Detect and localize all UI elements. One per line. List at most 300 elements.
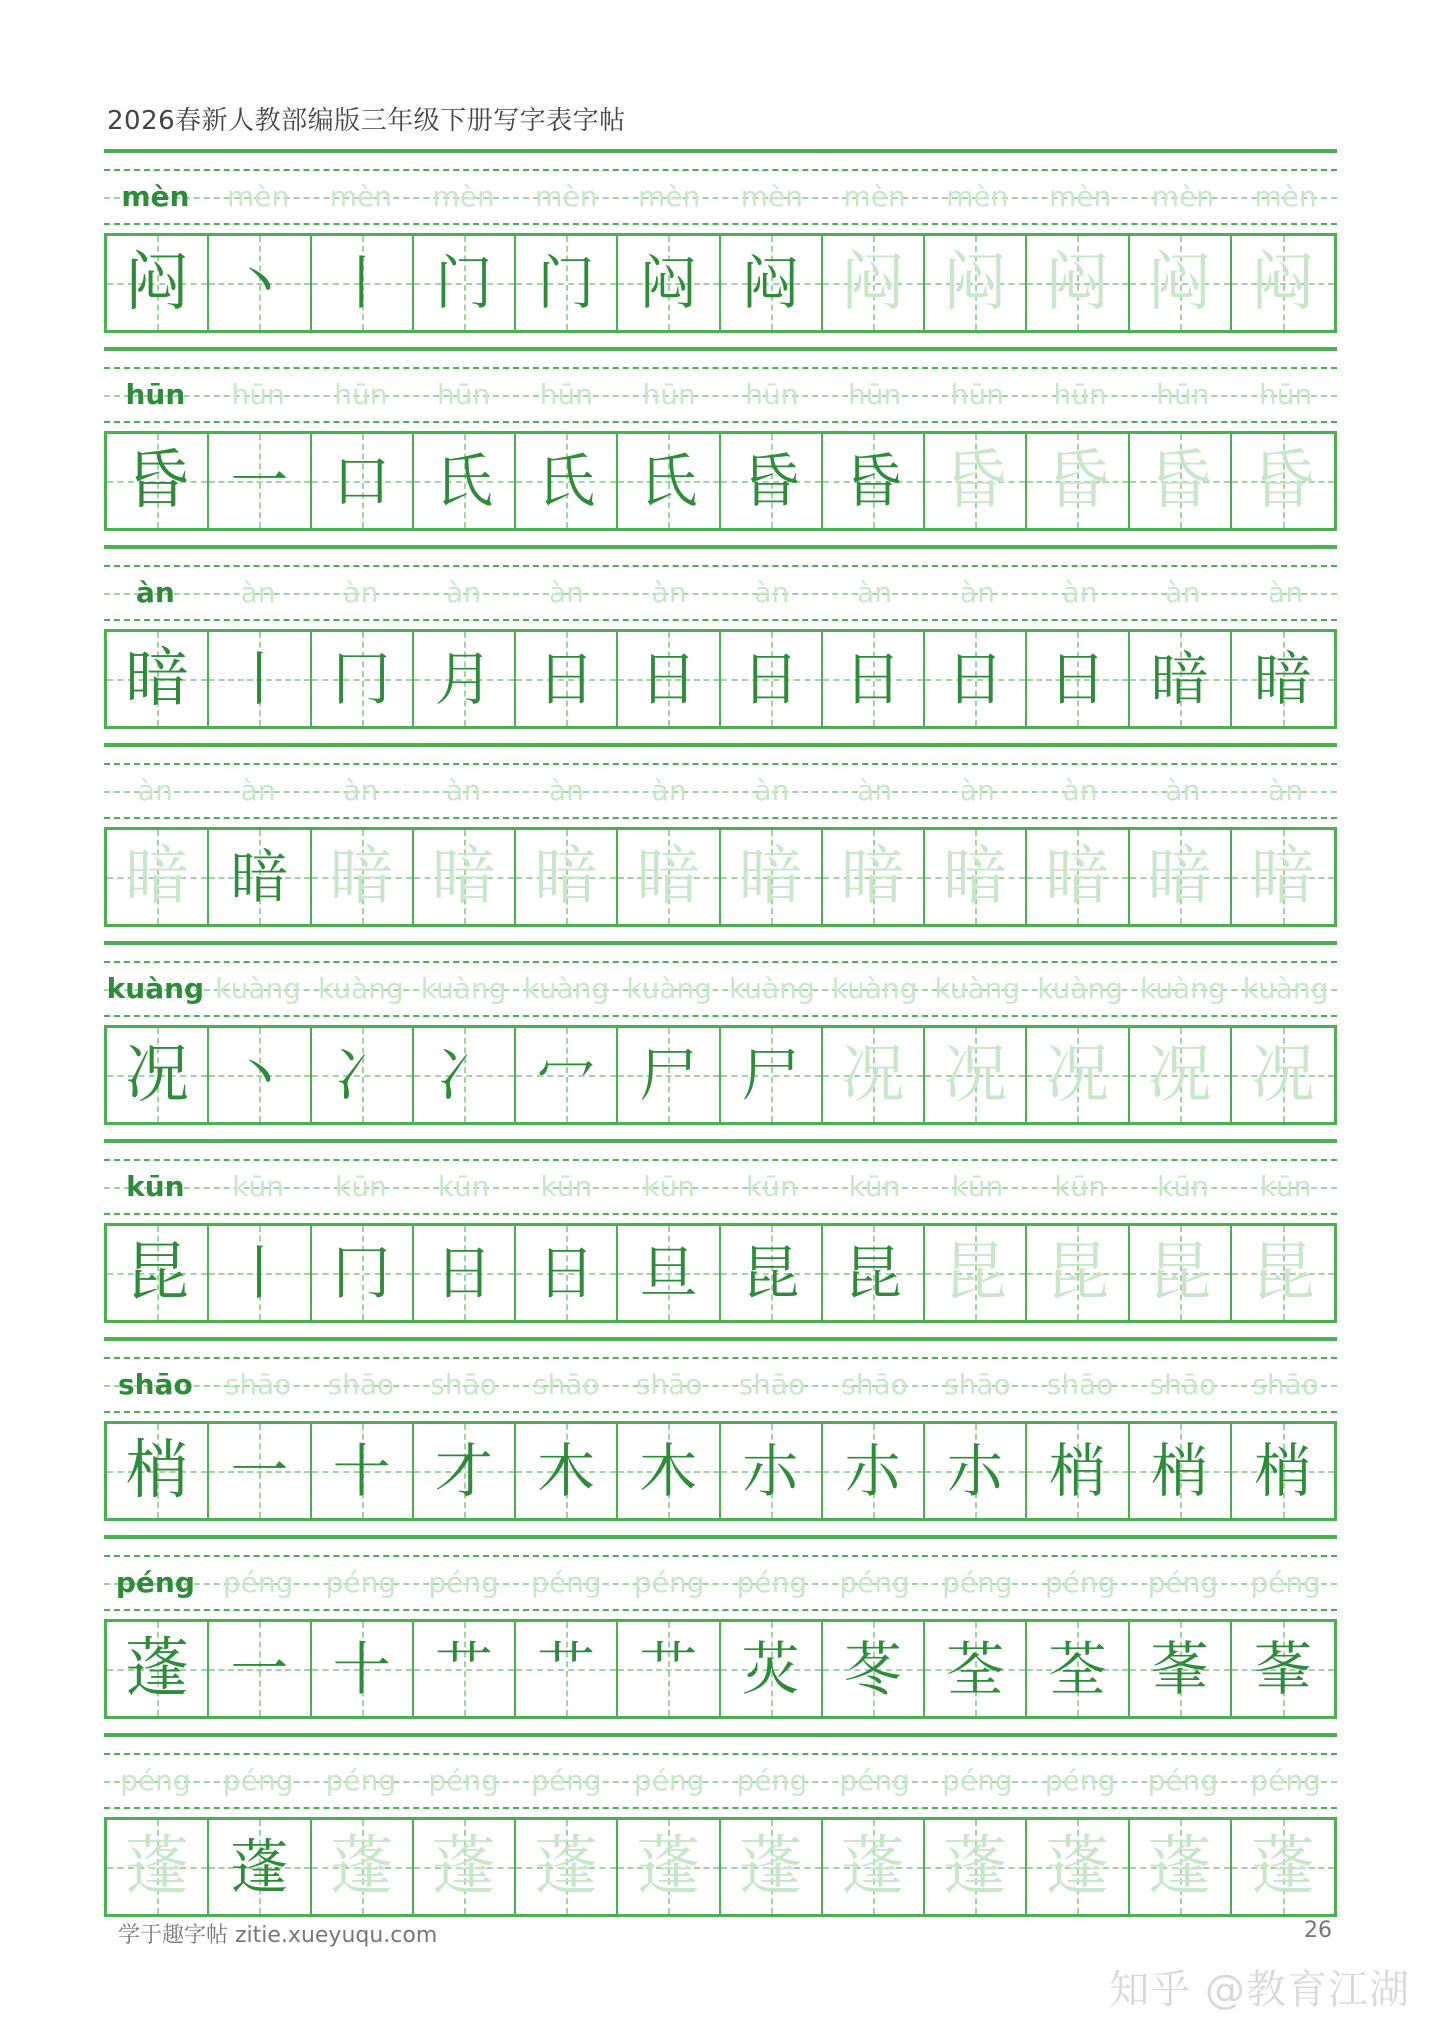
- tian-grid-cell[interactable]: [312, 1424, 414, 1518]
- tian-grid-cell[interactable]: [925, 632, 1027, 726]
- pinyin-trace: péng: [222, 1764, 294, 1797]
- pinyin-trace: àn: [651, 774, 687, 807]
- tian-grid-cell[interactable]: [1130, 632, 1232, 726]
- tian-grid-cell[interactable]: [209, 1622, 311, 1716]
- pinyin-trace: àn: [1165, 774, 1201, 807]
- trace-character: 蓬: [329, 1830, 394, 1904]
- tian-grid-cell[interactable]: [1232, 1028, 1334, 1122]
- pinyin-trace: shāo: [944, 1368, 1011, 1401]
- pinyin-trace: hūn: [231, 378, 285, 411]
- practice-row: [104, 149, 1337, 347]
- row-divider: [104, 149, 1337, 153]
- tian-grid-cell[interactable]: [107, 1820, 209, 1914]
- pinyin-trace: kūn: [1054, 1170, 1106, 1203]
- tian-grid-cell[interactable]: [823, 632, 925, 726]
- tian-grid-cell[interactable]: [1232, 1424, 1334, 1518]
- page-title: 2026春新人教部编版三年级下册写字表字帖: [107, 106, 626, 136]
- pinyin-trace: shāo: [533, 1368, 600, 1401]
- stroke-step: 门: [537, 249, 596, 317]
- stroke-step: 日: [843, 645, 902, 713]
- tian-grid-cell[interactable]: [107, 1226, 209, 1320]
- practice-row: [104, 941, 1337, 1139]
- tian-grid-cell[interactable]: [721, 236, 823, 330]
- stroke-step: 十: [332, 1635, 391, 1703]
- trace-character: 况: [840, 1038, 905, 1112]
- pinyin-band: [104, 169, 1337, 225]
- stroke-step: 昆: [741, 1239, 800, 1307]
- tian-grid-cell[interactable]: [209, 632, 311, 726]
- pinyin-main: mèn: [121, 180, 190, 213]
- tian-grid-cell[interactable]: [823, 830, 925, 924]
- tian-grid-cell[interactable]: [721, 1226, 823, 1320]
- stroke-step: 苂: [741, 1635, 800, 1703]
- stroke-step: 尸: [639, 1041, 698, 1109]
- trace-character: 蓬: [840, 1830, 905, 1904]
- stroke-step: 氏: [639, 447, 698, 515]
- pinyin-trace: mèn: [946, 180, 1009, 213]
- tian-grid-cell[interactable]: [618, 1028, 720, 1122]
- pinyin-trace: hūn: [745, 378, 799, 411]
- stroke-step: 朩: [946, 1437, 1005, 1505]
- model-character: 暗: [125, 840, 190, 914]
- tian-grid-cell[interactable]: [1027, 1820, 1129, 1914]
- tian-grid-cell[interactable]: [823, 1424, 925, 1518]
- tian-grid-cell[interactable]: [1027, 434, 1129, 528]
- pinyin-trace: àn: [1268, 774, 1304, 807]
- stroke-step: 日: [434, 1239, 493, 1307]
- tian-grid-cell[interactable]: [414, 1424, 516, 1518]
- tian-grid-cell[interactable]: [107, 1028, 209, 1122]
- pinyin-trace: àn: [1268, 576, 1304, 609]
- tian-grid-cell[interactable]: [414, 1028, 516, 1122]
- pinyin-trace: péng: [633, 1764, 705, 1797]
- tian-grid-cell[interactable]: [312, 1820, 414, 1914]
- pinyin-trace: àn: [548, 576, 584, 609]
- pinyin-trace: mèn: [1151, 180, 1214, 213]
- tian-grid-cell[interactable]: [721, 434, 823, 528]
- trace-character: 况: [943, 1038, 1008, 1112]
- trace-character: 暗: [1045, 840, 1110, 914]
- pinyin-trace: shāo: [327, 1368, 395, 1401]
- tian-grid-cell[interactable]: [618, 1622, 720, 1716]
- pinyin-band: [104, 1555, 1337, 1611]
- tian-grid-cell[interactable]: [516, 1424, 618, 1518]
- stroke-step: 冖: [537, 1041, 596, 1109]
- trace-character: 蓬: [636, 1830, 701, 1904]
- stroke-step: 旦: [639, 1239, 698, 1307]
- model-character: 昆: [125, 1236, 190, 1310]
- pinyin-trace: shāo: [1149, 1368, 1217, 1401]
- character-row: [104, 827, 1337, 927]
- tian-grid-cell[interactable]: [414, 1820, 516, 1914]
- pinyin-trace: kuàng: [728, 972, 815, 1005]
- pinyin-trace: kuàng: [626, 972, 713, 1005]
- tian-grid-cell[interactable]: [1027, 632, 1129, 726]
- tian-grid-cell[interactable]: [925, 236, 1027, 330]
- pinyin-band: [104, 1357, 1337, 1413]
- pinyin-trace: kuàng: [1242, 972, 1329, 1005]
- stroke-step: 丶: [230, 249, 289, 317]
- trace-character: 蓬: [1045, 1830, 1110, 1904]
- pinyin-trace: àn: [651, 576, 687, 609]
- pinyin-trace: shāo: [430, 1368, 497, 1401]
- pinyin-trace: kūn: [437, 1170, 490, 1203]
- pinyin-trace: péng: [428, 1764, 499, 1797]
- pinyin-trace: péng: [1147, 1566, 1219, 1599]
- tian-grid-cell[interactable]: [925, 830, 1027, 924]
- tian-grid-cell[interactable]: [414, 1622, 516, 1716]
- stroke-step: 一: [230, 1437, 289, 1505]
- pinyin-trace: mèn: [329, 180, 392, 213]
- practice-row: [104, 1139, 1337, 1337]
- stroke-step: 冂: [332, 645, 391, 713]
- tian-grid-cell[interactable]: [618, 236, 720, 330]
- pinyin-band: [104, 367, 1337, 423]
- pinyin-band: [104, 1159, 1337, 1215]
- pinyin-trace: péng: [736, 1566, 808, 1599]
- pinyin-trace: àn: [754, 576, 790, 609]
- trace-character: 蓬: [1250, 1830, 1315, 1904]
- pinyin-trace: àn: [1062, 774, 1098, 807]
- tian-grid-cell[interactable]: [516, 1226, 618, 1320]
- stroke-step: 蓬: [230, 1833, 289, 1901]
- tian-grid-cell[interactable]: [1130, 1820, 1232, 1914]
- tian-grid-cell[interactable]: [925, 1226, 1027, 1320]
- pinyin-trace: hūn: [1259, 378, 1313, 411]
- pinyin-main: àn: [137, 774, 173, 807]
- tian-grid-cell[interactable]: [823, 1622, 925, 1716]
- tian-grid-cell[interactable]: [414, 1226, 516, 1320]
- row-divider: [104, 1139, 1337, 1143]
- tian-grid-cell[interactable]: [618, 1820, 720, 1914]
- tian-grid-cell[interactable]: [312, 632, 414, 726]
- pinyin-main: kuàng: [106, 972, 205, 1005]
- tian-grid-cell[interactable]: [925, 1028, 1027, 1122]
- pinyin-trace: péng: [736, 1764, 808, 1797]
- tian-grid-cell[interactable]: [107, 1424, 209, 1518]
- pinyin-trace: mèn: [638, 180, 701, 213]
- pinyin-trace: kuàng: [831, 972, 918, 1005]
- stroke-step: 月: [434, 645, 493, 713]
- trace-character: 闷: [943, 246, 1008, 320]
- pinyin-trace: péng: [942, 1566, 1013, 1599]
- tian-grid-cell[interactable]: [107, 632, 209, 726]
- stroke-step: 日: [946, 645, 1005, 713]
- pinyin-trace: péng: [1044, 1566, 1116, 1599]
- trace-character: 蓬: [943, 1830, 1008, 1904]
- tian-grid-cell[interactable]: [209, 1028, 311, 1122]
- character-row: [104, 1421, 1337, 1521]
- pinyin-trace: kūn: [540, 1170, 593, 1203]
- stroke-step: 莑: [1150, 1635, 1209, 1703]
- character-row: [104, 1817, 1337, 1917]
- trace-character: 闷: [1045, 246, 1110, 320]
- pinyin-trace: péng: [633, 1566, 705, 1599]
- tian-grid-cell[interactable]: [618, 830, 720, 924]
- tian-grid-cell[interactable]: [1027, 1028, 1129, 1122]
- tian-grid-cell[interactable]: [312, 434, 414, 528]
- tian-grid-cell[interactable]: [516, 236, 618, 330]
- trace-character: 蓬: [738, 1830, 803, 1904]
- tian-grid-cell[interactable]: [312, 830, 414, 924]
- row-divider: [104, 1733, 1337, 1737]
- tian-grid-cell[interactable]: [1232, 1226, 1334, 1320]
- tian-grid-cell[interactable]: [312, 1622, 414, 1716]
- trace-character: 暗: [738, 840, 803, 914]
- tian-grid-cell[interactable]: [1232, 434, 1334, 528]
- tian-grid-cell[interactable]: [925, 1820, 1027, 1914]
- stroke-step: 木: [537, 1437, 596, 1505]
- stroke-step: 艹: [434, 1635, 493, 1703]
- tian-grid-cell[interactable]: [1130, 1226, 1232, 1320]
- tian-grid-cell[interactable]: [1232, 632, 1334, 726]
- stroke-step: 闷: [741, 249, 800, 317]
- tian-grid-cell[interactable]: [618, 1424, 720, 1518]
- trace-character: 暗: [431, 840, 496, 914]
- tian-grid-cell[interactable]: [1027, 1622, 1129, 1716]
- stroke-step: 暗: [1150, 645, 1209, 713]
- pinyin-trace: mèn: [1049, 180, 1112, 213]
- tian-grid-cell[interactable]: [209, 236, 311, 330]
- stroke-step: 苳: [843, 1635, 902, 1703]
- trace-character: 蓬: [1147, 1830, 1212, 1904]
- model-character: 况: [125, 1038, 190, 1112]
- tian-grid-cell[interactable]: [312, 236, 414, 330]
- stroke-step: 梢: [1048, 1437, 1107, 1505]
- row-divider: [104, 545, 1337, 549]
- tian-grid-cell[interactable]: [1130, 434, 1232, 528]
- tian-grid-cell[interactable]: [1027, 236, 1129, 330]
- stroke-step: 尸: [741, 1041, 800, 1109]
- pinyin-band: [104, 961, 1337, 1017]
- pinyin-trace: hūn: [848, 378, 902, 411]
- stroke-step: 日: [537, 645, 596, 713]
- stroke-step: 昏: [741, 447, 800, 515]
- pinyin-trace: shāo: [224, 1368, 292, 1401]
- practice-grid: [104, 149, 1337, 1931]
- tian-grid-cell[interactable]: [312, 1028, 414, 1122]
- footer-source: 学于趣字帖 zitie.xueyuqu.com: [118, 1923, 438, 1948]
- pinyin-trace: àn: [1062, 576, 1098, 609]
- tian-grid-cell[interactable]: [1027, 1424, 1129, 1518]
- model-character: 闷: [125, 246, 190, 320]
- model-character: 梢: [125, 1434, 190, 1508]
- tian-grid-cell[interactable]: [823, 1820, 925, 1914]
- pinyin-trace: péng: [325, 1566, 397, 1599]
- stroke-step: 闷: [639, 249, 698, 317]
- pinyin-trace: péng: [428, 1566, 499, 1599]
- tian-grid-cell[interactable]: [516, 1622, 618, 1716]
- pinyin-trace: àn: [446, 576, 482, 609]
- practice-row: [104, 1535, 1337, 1733]
- stroke-step: 昏: [843, 447, 902, 515]
- page-number: 26: [1304, 1918, 1332, 1943]
- pinyin-trace: àn: [1165, 576, 1201, 609]
- pinyin-band: [104, 763, 1337, 819]
- tian-grid-cell[interactable]: [721, 1622, 823, 1716]
- pinyin-trace: àn: [857, 576, 893, 609]
- pinyin-trace: péng: [1250, 1566, 1321, 1599]
- tian-grid-cell[interactable]: [1027, 1226, 1129, 1320]
- tian-grid-cell[interactable]: [414, 632, 516, 726]
- row-divider: [104, 743, 1337, 747]
- pinyin-trace: shāo: [635, 1368, 703, 1401]
- trace-character: 昆: [1250, 1236, 1315, 1310]
- row-divider: [104, 1535, 1337, 1539]
- tian-grid-cell[interactable]: [823, 1226, 925, 1320]
- tian-grid-cell[interactable]: [107, 1622, 209, 1716]
- pinyin-trace: mèn: [740, 180, 803, 213]
- character-row: [104, 431, 1337, 531]
- tian-grid-cell[interactable]: [925, 1424, 1027, 1518]
- stroke-step: 一: [230, 1635, 289, 1703]
- row-divider: [104, 941, 1337, 945]
- tian-grid-cell[interactable]: [925, 1622, 1027, 1716]
- tian-grid-cell[interactable]: [1232, 1820, 1334, 1914]
- tian-grid-cell[interactable]: [721, 1028, 823, 1122]
- pinyin-trace: kūn: [335, 1170, 387, 1203]
- row-divider: [104, 1337, 1337, 1341]
- tian-grid-cell[interactable]: [1232, 236, 1334, 330]
- pinyin-trace: kūn: [746, 1170, 798, 1203]
- tian-grid-cell[interactable]: [721, 830, 823, 924]
- tian-grid-cell[interactable]: [1130, 1424, 1232, 1518]
- tian-grid-cell[interactable]: [721, 1424, 823, 1518]
- stroke-step: 丶: [230, 1041, 289, 1109]
- trace-character: 况: [1147, 1038, 1212, 1112]
- tian-grid-cell[interactable]: [823, 236, 925, 330]
- stroke-step: 梢: [1253, 1437, 1312, 1505]
- trace-character: 昆: [1045, 1236, 1110, 1310]
- stroke-step: 丨: [332, 249, 391, 317]
- trace-character: 暗: [329, 840, 394, 914]
- stroke-step: 日: [741, 645, 800, 713]
- tian-grid-cell[interactable]: [516, 830, 618, 924]
- stroke-step: 艹: [639, 1635, 698, 1703]
- trace-character: 昏: [1045, 444, 1110, 518]
- row-divider: [104, 347, 1337, 351]
- tian-grid-cell[interactable]: [823, 434, 925, 528]
- tian-grid-cell[interactable]: [823, 1028, 925, 1122]
- tian-grid-cell[interactable]: [1232, 1622, 1334, 1716]
- trace-character: 暗: [1250, 840, 1315, 914]
- tian-grid-cell[interactable]: [1130, 236, 1232, 330]
- tian-grid-cell[interactable]: [414, 830, 516, 924]
- pinyin-trace: mèn: [227, 180, 290, 213]
- pinyin-trace: kuàng: [317, 972, 404, 1005]
- stroke-step: 荃: [1048, 1635, 1107, 1703]
- tian-grid-cell[interactable]: [107, 236, 209, 330]
- tian-grid-cell[interactable]: [209, 1424, 311, 1518]
- stroke-step: 木: [639, 1437, 698, 1505]
- practice-row: [104, 1337, 1337, 1535]
- trace-character: 况: [1045, 1038, 1110, 1112]
- pinyin-trace: àn: [343, 774, 379, 807]
- tian-grid-cell[interactable]: [209, 1820, 311, 1914]
- pinyin-trace: kuàng: [1139, 972, 1226, 1005]
- pinyin-trace: mèn: [432, 180, 495, 213]
- stroke-step: 冫: [332, 1041, 391, 1109]
- pinyin-main: kūn: [126, 1170, 185, 1203]
- pinyin-trace: shāo: [1252, 1368, 1319, 1401]
- pinyin-trace: kūn: [232, 1170, 284, 1203]
- tian-grid-cell[interactable]: [414, 236, 516, 330]
- tian-grid-cell[interactable]: [209, 830, 311, 924]
- tian-grid-cell[interactable]: [209, 434, 311, 528]
- stroke-step: 氏: [434, 447, 493, 515]
- trace-character: 昏: [943, 444, 1008, 518]
- tian-grid-cell[interactable]: [1027, 830, 1129, 924]
- stroke-step: 才: [434, 1437, 493, 1505]
- tian-grid-cell[interactable]: [618, 434, 720, 528]
- tian-grid-cell[interactable]: [209, 1226, 311, 1320]
- tian-grid-cell[interactable]: [721, 632, 823, 726]
- pinyin-trace: àn: [857, 774, 893, 807]
- trace-character: 暗: [1147, 840, 1212, 914]
- trace-character: 暗: [840, 840, 905, 914]
- tian-grid-cell[interactable]: [107, 434, 209, 528]
- tian-grid-cell[interactable]: [516, 1820, 618, 1914]
- pinyin-trace: péng: [1250, 1764, 1321, 1797]
- stroke-step: 一: [230, 447, 289, 515]
- practice-row: [104, 545, 1337, 743]
- character-row: [104, 1223, 1337, 1323]
- pinyin-trace: hūn: [950, 378, 1004, 411]
- pinyin-trace: péng: [222, 1566, 294, 1599]
- pinyin-trace: kūn: [951, 1170, 1004, 1203]
- tian-grid-cell[interactable]: [925, 434, 1027, 528]
- tian-grid-cell[interactable]: [516, 434, 618, 528]
- tian-grid-cell[interactable]: [618, 1226, 720, 1320]
- tian-grid-cell[interactable]: [1130, 1028, 1232, 1122]
- pinyin-trace: àn: [754, 774, 790, 807]
- tian-grid-cell[interactable]: [107, 830, 209, 924]
- pinyin-trace: péng: [325, 1764, 397, 1797]
- practice-row: [104, 743, 1337, 941]
- pinyin-trace: mèn: [843, 180, 906, 213]
- trace-character: 昏: [1147, 444, 1212, 518]
- pinyin-trace: kūn: [848, 1170, 901, 1203]
- pinyin-trace: kuàng: [934, 972, 1021, 1005]
- stroke-step: 荃: [946, 1635, 1005, 1703]
- pinyin-trace: péng: [839, 1764, 910, 1797]
- tian-grid-cell[interactable]: [312, 1226, 414, 1320]
- trace-character: 闷: [1147, 246, 1212, 320]
- pinyin-trace: àn: [240, 576, 276, 609]
- tian-grid-cell[interactable]: [414, 434, 516, 528]
- tian-grid-cell[interactable]: [516, 1028, 618, 1122]
- tian-grid-cell[interactable]: [516, 632, 618, 726]
- model-character: 昏: [125, 444, 190, 518]
- pinyin-main: péng: [120, 1764, 191, 1797]
- pinyin-trace: hūn: [539, 378, 593, 411]
- pinyin-trace: hūn: [1053, 378, 1107, 411]
- pinyin-trace: péng: [839, 1566, 910, 1599]
- pinyin-trace: àn: [343, 576, 379, 609]
- pinyin-trace: àn: [548, 774, 584, 807]
- pinyin-trace: àn: [446, 774, 482, 807]
- stroke-step: 口: [332, 447, 391, 515]
- tian-grid-cell[interactable]: [1130, 1622, 1232, 1716]
- pinyin-trace: kuàng: [1037, 972, 1124, 1005]
- stroke-step: 冂: [332, 1239, 391, 1307]
- tian-grid-cell[interactable]: [618, 632, 720, 726]
- tian-grid-cell[interactable]: [1232, 830, 1334, 924]
- tian-grid-cell[interactable]: [1130, 830, 1232, 924]
- pinyin-trace: hūn: [642, 378, 696, 411]
- pinyin-trace: kūn: [1259, 1170, 1312, 1203]
- tian-grid-cell[interactable]: [721, 1820, 823, 1914]
